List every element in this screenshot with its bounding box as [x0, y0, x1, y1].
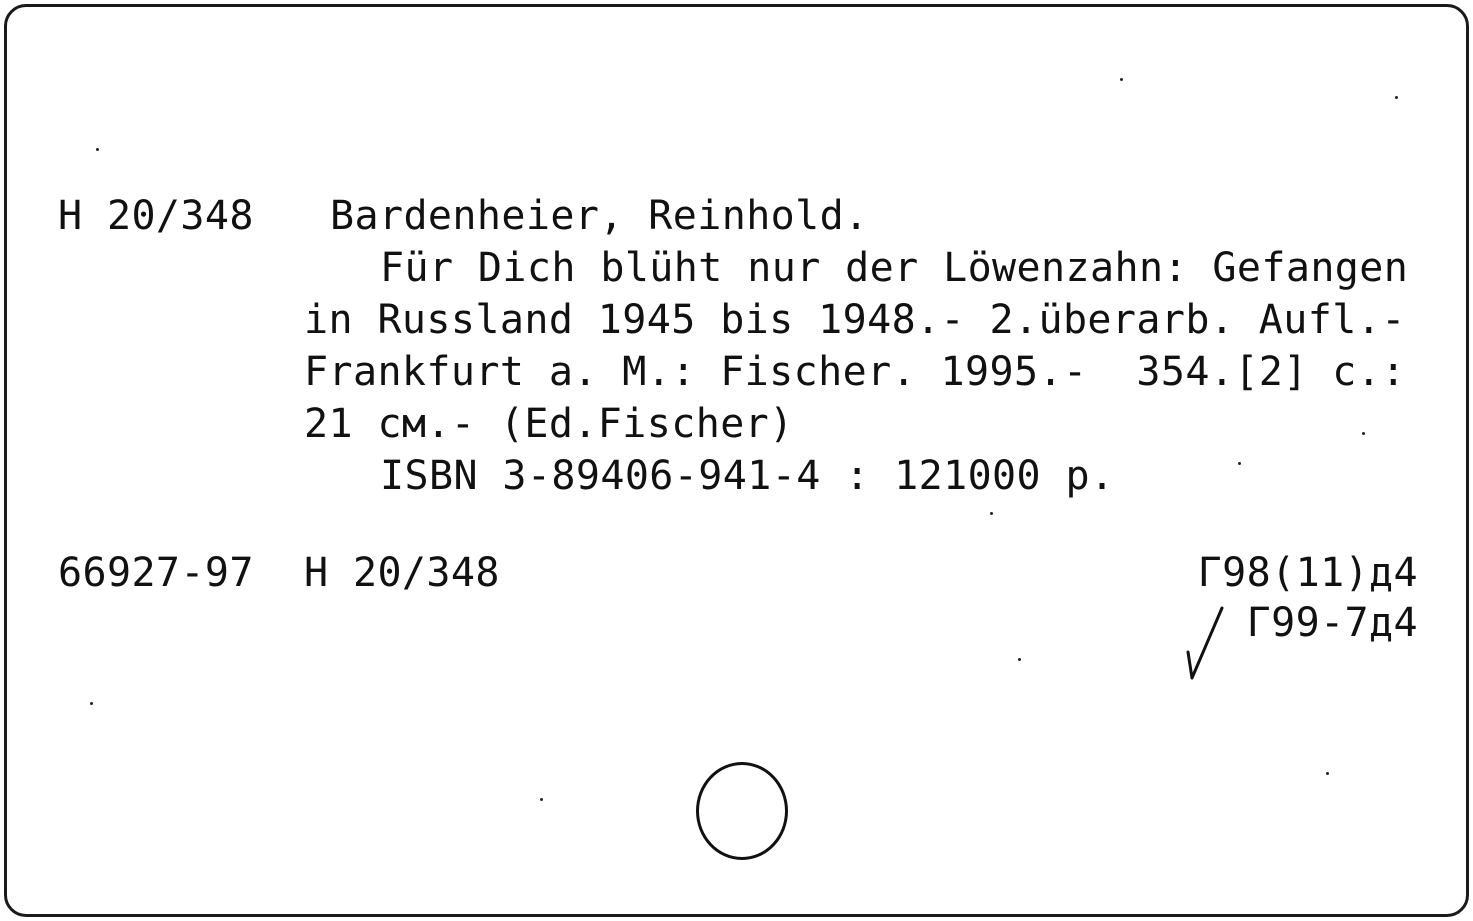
speck: [1326, 772, 1329, 775]
shelf-mark: H 20/348: [304, 550, 500, 596]
speck: [1362, 432, 1365, 435]
physical-description-line: 21 см.- (Ed.Fischer): [304, 401, 794, 447]
publication-line: Frankfurt a. M.: Fischer. 1995.- 354.[2] c.:: [304, 349, 1406, 395]
speck: [540, 798, 543, 801]
speck: [1238, 462, 1241, 465]
inventory-number: 66927-97: [58, 550, 254, 596]
title-line-1: Für Dich blüht nur der Löwenzahn: Gefangen: [380, 245, 1409, 291]
call-number: H 20/348: [58, 193, 254, 239]
speck: [1395, 96, 1398, 99]
punch-hole: [696, 762, 788, 860]
checkmark-icon: [1180, 600, 1230, 685]
author-heading: Bardenheier, Reinhold.: [330, 193, 869, 239]
isbn-line: ISBN 3-89406-941-4 : 121000 р.: [380, 453, 1115, 499]
title-line-2: in Russland 1945 bis 1948.- 2.überarb. Aufl.-: [304, 297, 1406, 343]
speck: [1018, 658, 1021, 661]
speck: [990, 512, 993, 515]
speck: [96, 148, 99, 151]
speck: [1120, 78, 1123, 81]
speck: [90, 702, 93, 705]
classification-code-2: Г99-7д4: [1246, 600, 1418, 646]
classification-code-1: Г98(11)д4: [1197, 550, 1418, 596]
